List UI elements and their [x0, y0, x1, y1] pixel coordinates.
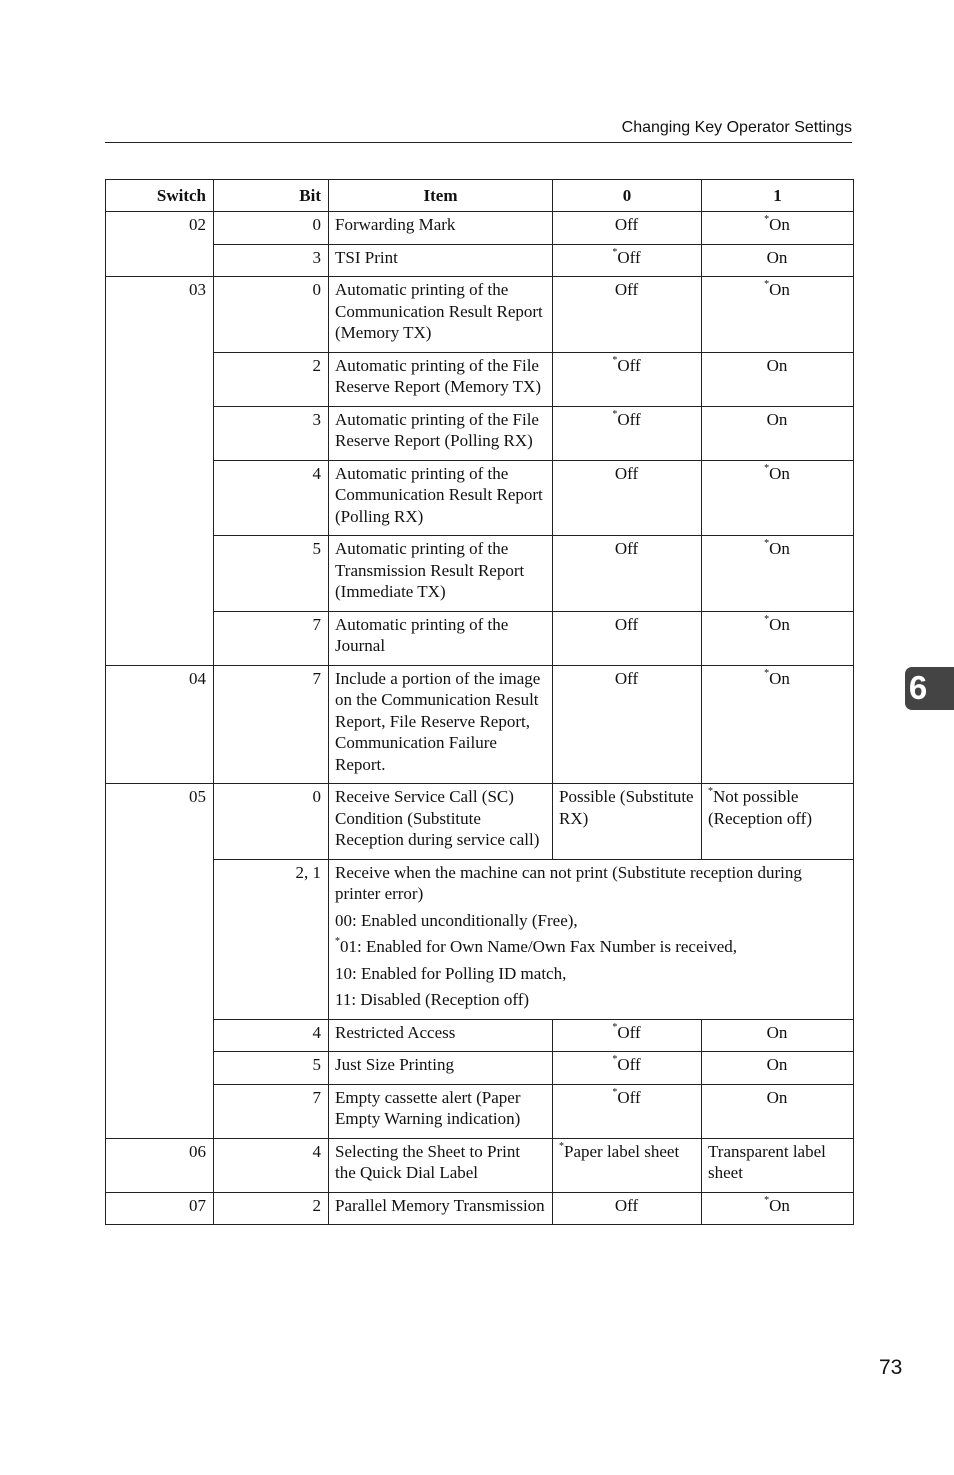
default-marker: *: [764, 279, 770, 290]
bit-cell: [214, 1138, 329, 1192]
value-0-cell: [553, 406, 702, 460]
value-1-cell: [702, 1192, 854, 1225]
bit-cell: [214, 212, 329, 245]
item-cell: [329, 1192, 553, 1225]
value-1-cell-text: On: [766, 1022, 788, 1042]
value-1-cell-text: On: [769, 539, 790, 558]
switch-settings-table: [105, 179, 854, 1225]
table-row: [106, 212, 854, 245]
value-1-cell: [702, 212, 854, 245]
value-0-cell: [553, 1052, 702, 1085]
table-row: [106, 784, 854, 860]
value-0-cell: [553, 460, 702, 536]
default-marker: *: [708, 786, 713, 797]
default-marker: *: [764, 1194, 770, 1206]
bit-cell-text: 0: [312, 787, 321, 806]
table-row: [106, 1192, 854, 1225]
value-0-cell-text: Off: [614, 1195, 639, 1215]
value-0-cell-text: Off: [614, 215, 639, 234]
value-1-cell: [702, 406, 854, 460]
item-cell-text: Automatic printing of the Communication Result Report (Memory TX): [335, 280, 543, 342]
item-cell: [329, 859, 854, 1019]
bit-cell-text: 4: [312, 463, 321, 483]
item-cell: [329, 536, 553, 612]
item-cell-text: Selecting the Sheet to Print the Quick Dial Label: [335, 1141, 521, 1182]
default-marker: *: [764, 214, 770, 225]
value-1-cell: [702, 244, 854, 277]
option-line: [335, 936, 846, 958]
value-0-cell-text: Off: [617, 247, 641, 267]
switch-cell: [106, 784, 214, 1139]
value-1-cell-text: On: [769, 614, 790, 634]
item-cell: [329, 1084, 553, 1138]
value-1-cell: [702, 352, 854, 406]
item-cell: [329, 665, 553, 784]
default-marker: *: [764, 613, 770, 625]
switch-cell: [106, 1138, 214, 1192]
item-cell: [329, 1019, 553, 1052]
chapter-number: 6: [908, 669, 928, 706]
table-row: [106, 277, 854, 353]
value-0-cell: [553, 1192, 702, 1225]
value-0-cell: [553, 665, 702, 784]
option-line: [335, 963, 846, 985]
item-cell-text: Include a portion of the image on the Communication Result Report, File Reserve Report, Communication Failure Report.: [335, 668, 541, 774]
value-1-cell: [702, 536, 854, 612]
bit-cell: [214, 1052, 329, 1085]
bit-cell: [214, 406, 329, 460]
option-line: [335, 989, 846, 1011]
item-cell-text: Automatic printing of the File Reserve Report (Memory TX): [335, 355, 541, 396]
value-0-cell-text: Off: [617, 1022, 641, 1042]
default-marker: *: [612, 246, 618, 258]
item-cell-text: Just Size Printing: [335, 1055, 455, 1074]
value-0-cell-text: Off: [614, 280, 639, 299]
bit-cell: [214, 277, 329, 353]
bit-cell-text: 7: [312, 614, 321, 634]
value-0-cell: [553, 352, 702, 406]
bit-cell: [214, 665, 329, 784]
table-row: [106, 460, 854, 536]
item-cell-text: Forwarding Mark: [335, 215, 456, 234]
default-marker: *: [612, 1086, 618, 1098]
bit-cell: [214, 244, 329, 277]
item-cell: [329, 1138, 553, 1192]
item-cell: [329, 1052, 553, 1085]
value-1-cell: [702, 1084, 854, 1138]
value-0-cell: [553, 611, 702, 665]
value-0-cell-text: Off: [614, 614, 639, 634]
table-row: [106, 1084, 854, 1138]
item-cell: [329, 244, 553, 277]
col-header-item: Item: [329, 180, 553, 212]
default-marker: *: [764, 538, 770, 549]
running-header: [105, 118, 852, 143]
bit-cell-text: 0: [312, 280, 321, 299]
value-0-cell: [553, 1019, 702, 1052]
default-marker: *: [612, 1021, 618, 1033]
bit-cell-text: 5: [312, 1055, 321, 1074]
value-0-cell-text: Paper label sheet: [564, 1141, 680, 1161]
item-cell-text: Automatic printing of the File Reserve Report (Polling RX): [335, 409, 539, 450]
table-row: [106, 406, 854, 460]
table-header-row: [106, 180, 854, 212]
value-0-cell: [553, 1138, 702, 1192]
value-1-cell-text: Transparent label sheet: [708, 1141, 826, 1182]
col-header-bit: Bit: [214, 180, 329, 212]
table-body: [106, 212, 854, 1225]
value-0-cell: [553, 244, 702, 277]
value-1-cell: [702, 1052, 854, 1085]
default-marker: *: [612, 1054, 618, 1065]
value-0-cell-text: Off: [614, 668, 639, 688]
table-row: [106, 611, 854, 665]
value-1-cell-text: On: [769, 668, 790, 688]
option-text: 11: Disabled (Reception off): [335, 990, 530, 1009]
value-1-cell: [702, 784, 854, 860]
option-text: 10: Enabled for Polling ID match,: [335, 963, 567, 983]
table-row: [106, 859, 854, 1019]
value-1-cell-text: On: [766, 409, 788, 429]
bit-cell: [214, 460, 329, 536]
value-0-cell-text: Off: [617, 1055, 641, 1074]
option-text: 00: Enabled unconditionally (Free),: [335, 910, 578, 930]
value-1-cell: [702, 1138, 854, 1192]
bit-cell-text: 4: [312, 1141, 321, 1161]
item-cell-text: Restricted Access: [335, 1022, 456, 1042]
switch-cell: [106, 277, 214, 666]
table-row: [106, 1052, 854, 1085]
item-text: Receive when the machine can not print (Substitute reception during printer error): [335, 862, 802, 903]
option-line: [335, 910, 846, 932]
bit-cell: [214, 859, 329, 1019]
default-marker: *: [612, 408, 618, 420]
bit-cell-text: 4: [312, 1022, 321, 1042]
bit-cell-text: 2, 1: [295, 862, 321, 882]
switch-cell: [106, 212, 214, 277]
default-marker: *: [559, 1140, 564, 1152]
item-cell-text: Parallel Memory Transmission: [335, 1195, 545, 1215]
value-0-cell-text: Off: [614, 463, 639, 483]
default-marker: *: [764, 667, 770, 679]
header-title: Changing Key Operator Settings: [621, 119, 852, 136]
value-0-cell-text: Possible (Substitute RX): [559, 787, 694, 828]
value-0-cell-text: Off: [617, 409, 641, 429]
table-row: [106, 1138, 854, 1192]
item-cell: [329, 352, 553, 406]
default-marker: *: [764, 462, 770, 474]
bit-cell: [214, 611, 329, 665]
item-cell: [329, 212, 553, 245]
bit-cell: [214, 352, 329, 406]
chapter-tab: [905, 667, 954, 710]
value-1-cell-text: On: [766, 1055, 788, 1074]
table-row: [106, 1019, 854, 1052]
value-1-cell: [702, 460, 854, 536]
col-header-switch: Switch: [106, 180, 214, 212]
table-row: [106, 536, 854, 612]
value-0-cell: [553, 1084, 702, 1138]
bit-cell-text: 0: [312, 215, 321, 234]
item-cell-text: Receive Service Call (SC) Condition (Substitute Reception during service call): [335, 787, 540, 849]
bit-cell-text: 7: [312, 668, 321, 688]
bit-cell-text: 2: [312, 1195, 321, 1215]
bit-cell: [214, 1084, 329, 1138]
bit-cell-text: 5: [312, 539, 321, 558]
value-1-cell-text: On: [769, 280, 790, 299]
col-header-0: 0: [553, 180, 702, 212]
bit-cell: [214, 1019, 329, 1052]
table-row: [106, 352, 854, 406]
item-cell: [329, 406, 553, 460]
switch-cell-text: 07: [189, 1195, 206, 1215]
switch-cell-text: 02: [189, 215, 206, 234]
value-1-cell: [702, 1019, 854, 1052]
item-cell: [329, 784, 553, 860]
item-cell: [329, 460, 553, 536]
item-cell: [329, 611, 553, 665]
bit-cell-text: 2: [312, 355, 321, 375]
switch-cell-text: 03: [189, 280, 206, 299]
bit-cell: [214, 536, 329, 612]
value-1-cell-text: On: [769, 463, 790, 483]
value-1-cell-text: On: [766, 1087, 788, 1107]
table-row: [106, 665, 854, 784]
bit-cell-text: 7: [312, 1087, 321, 1107]
default-marker: *: [335, 936, 340, 947]
bit-cell: [214, 784, 329, 860]
value-1-cell-text: On: [766, 247, 788, 267]
switch-cell-text: 05: [189, 787, 206, 806]
value-1-cell-text: On: [766, 355, 788, 375]
switch-cell-text: 04: [189, 668, 206, 688]
value-1-cell: [702, 665, 854, 784]
item-cell: [329, 277, 553, 353]
col-header-1: 1: [702, 180, 854, 212]
value-0-cell: [553, 277, 702, 353]
value-0-cell-text: Off: [617, 355, 641, 375]
value-0-cell-text: Off: [617, 1087, 641, 1107]
switch-cell: [106, 1192, 214, 1225]
item-cell-text: Empty cassette alert (Paper Empty Warning indication): [335, 1087, 521, 1128]
value-1-cell-text: On: [769, 1195, 790, 1215]
item-cell-text: Automatic printing of the Journal: [335, 614, 509, 655]
value-0-cell: [553, 212, 702, 245]
value-1-cell-text: Not possible (Reception off): [708, 787, 813, 828]
item-cell-text: Automatic printing of the Transmission Result Report (Immediate TX): [335, 539, 525, 601]
switch-cell: [106, 665, 214, 784]
bit-cell-text: 3: [312, 247, 321, 267]
value-0-cell: [553, 536, 702, 612]
switch-cell-text: 06: [189, 1141, 206, 1161]
bit-cell-text: 3: [312, 409, 321, 429]
option-text: 01: Enabled for Own Name/Own Fax Number is received,: [340, 937, 738, 956]
default-marker: *: [612, 354, 618, 366]
value-1-cell: [702, 277, 854, 353]
value-1-cell-text: On: [769, 215, 790, 234]
item-cell-text: TSI Print: [335, 247, 398, 267]
item-cell-text: Automatic printing of the Communication Result Report (Polling RX): [335, 463, 543, 526]
value-0-cell: [553, 784, 702, 860]
bit-cell: [214, 1192, 329, 1225]
page-number: 73: [879, 1356, 903, 1379]
value-0-cell-text: Off: [614, 539, 639, 558]
table-row: [106, 244, 854, 277]
value-1-cell: [702, 611, 854, 665]
